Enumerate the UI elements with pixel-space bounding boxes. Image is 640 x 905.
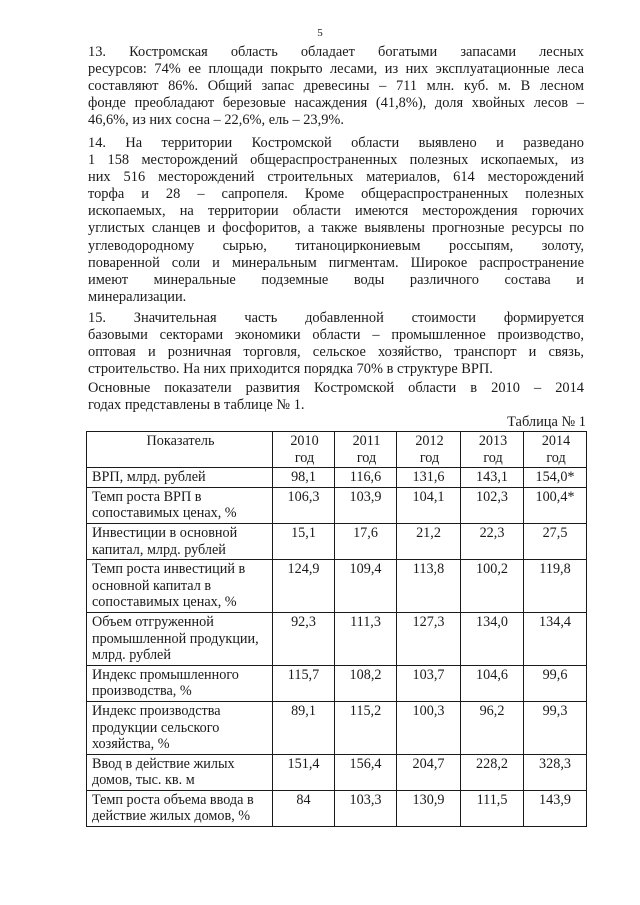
- row-label: Объем отгруженной промышленной продукции, млрд. рублей: [87, 612, 273, 665]
- table-cell: 22,3: [461, 523, 524, 559]
- table-cell: 99,6: [524, 665, 587, 701]
- header-indicator: Показатель: [87, 432, 273, 468]
- table-cell: 115,7: [273, 665, 335, 701]
- table-cell: 134,0: [461, 612, 524, 665]
- text-line: ресурсов: 74% ее площади покрыто лесами, из них эксплуатационные леса: [88, 61, 584, 78]
- row-label: Темп роста инвестиций в основной капитал в сопоставимых ценах, %: [87, 560, 273, 613]
- text-line: поваренной соли и минеральным пигментам. Широкое распространение: [88, 254, 584, 271]
- table-cell: 108,2: [335, 665, 397, 701]
- table-cell: 15,1: [273, 523, 335, 559]
- table-cell: 131,6: [397, 468, 461, 488]
- table-cell: 156,4: [335, 754, 397, 790]
- table-cell: 111,3: [335, 612, 397, 665]
- table-cell: 21,2: [397, 523, 461, 559]
- table-cell: 27,5: [524, 523, 587, 559]
- table-cell: 96,2: [461, 701, 524, 754]
- table-cell: 124,9: [273, 560, 335, 613]
- header-year: 2012 год: [397, 432, 461, 468]
- table-cell: 154,0*: [524, 468, 587, 488]
- text-line: них 516 месторождений строительных материалов, 614 месторождений: [88, 169, 584, 186]
- table-row: [87, 523, 587, 559]
- text-line: 15. Значительная часть добавленной стоимости формируется: [88, 310, 584, 326]
- table-cell: 143,1: [461, 468, 524, 488]
- table-cell: 134,4: [524, 612, 587, 665]
- text-line: минерализации.: [88, 288, 187, 305]
- text-line: годах представлены в таблице № 1.: [88, 397, 305, 414]
- text-line: 13. Костромская область обладает богатыми запасами лесных: [88, 44, 584, 60]
- paragraph-15: [88, 310, 584, 378]
- row-label: ВРП, млрд. рублей: [87, 468, 273, 488]
- text-line: фонде преобладают березовые насаждения (41,8%), доля хвойных лесов –: [88, 95, 584, 112]
- text-line: имеют минеральные подземные воды различного состава и: [88, 271, 584, 288]
- table-caption: Таблица № 1: [507, 414, 586, 430]
- table-cell: 130,9: [397, 790, 461, 826]
- table-cell: 103,9: [335, 487, 397, 523]
- row-label: Инвестиции в основной капитал, млрд. рублей: [87, 523, 273, 559]
- paragraph-13: [88, 44, 584, 129]
- table-cell: 204,7: [397, 754, 461, 790]
- table-cell: 143,9: [524, 790, 587, 826]
- row-label: Ввод в действие жилых домов, тыс. кв. м: [87, 754, 273, 790]
- row-label: Индекс производства продукции сельского хозяйства, %: [87, 701, 273, 754]
- table-header-row: [87, 432, 587, 468]
- text-line: углеводородному сырью, титаноциркониевым россыпям, золоту,: [88, 237, 584, 254]
- table-cell: 116,6: [335, 468, 397, 488]
- table-row: [87, 560, 587, 613]
- table-cell: 119,8: [524, 560, 587, 613]
- page-number: 5: [317, 27, 323, 39]
- table-cell: 99,3: [524, 701, 587, 754]
- table-cell: 328,3: [524, 754, 587, 790]
- header-year: 2014 год: [524, 432, 587, 468]
- table-row: [87, 487, 587, 523]
- row-label: Индекс промышленного производства, %: [87, 665, 273, 701]
- paragraph-table-intro: [88, 380, 584, 414]
- table-row: [87, 612, 587, 665]
- text-line: базовыми секторами экономики области – промышленное производство,: [88, 327, 584, 344]
- header-year: 2011 год: [335, 432, 397, 468]
- table-cell: 98,1: [273, 468, 335, 488]
- table-cell: 106,3: [273, 487, 335, 523]
- table-cell: 100,4*: [524, 487, 587, 523]
- table-cell: 113,8: [397, 560, 461, 613]
- text-line: углистых сланцев и фосфоритов, а также выявлены прогнозные ресурсы по: [88, 220, 584, 237]
- text-line: оптовая и розничная торговля, сельское хозяйство, транспорт и связь,: [88, 344, 584, 361]
- indicators-table: [86, 431, 587, 827]
- table-cell: 100,2: [461, 560, 524, 613]
- table-cell: 151,4: [273, 754, 335, 790]
- header-year: 2013 год: [461, 432, 524, 468]
- row-label: Темп роста объема ввода в действие жилых домов, %: [87, 790, 273, 826]
- table-cell: 89,1: [273, 701, 335, 754]
- text-line: 1 158 месторождений общераспространенных полезных ископаемых, из: [88, 152, 584, 169]
- text-line: Основные показатели развития Костромской области в 2010 – 2014: [88, 380, 584, 396]
- table-cell: 109,4: [335, 560, 397, 613]
- table-cell: 111,5: [461, 790, 524, 826]
- text-line: ископаемых, на территории области имеются месторождения горючих: [88, 203, 584, 220]
- table-cell: 104,1: [397, 487, 461, 523]
- table-cell: 84: [273, 790, 335, 826]
- text-line: торфа и 28 – сапропеля. Кроме общераспространенных полезных: [88, 186, 584, 203]
- text-line: 14. На территории Костромской области выявлено и разведано: [88, 135, 584, 151]
- text-line: строительство. На них приходится порядка 70% в структуре ВРП.: [88, 361, 493, 378]
- text-line: 46,6%, из них сосна – 22,6%, ель – 23,9%.: [88, 112, 345, 129]
- table-cell: 104,6: [461, 665, 524, 701]
- table-cell: 102,3: [461, 487, 524, 523]
- table-cell: 103,3: [335, 790, 397, 826]
- table-cell: 228,2: [461, 754, 524, 790]
- table-row: [87, 790, 587, 826]
- table-cell: 115,2: [335, 701, 397, 754]
- table-cell: 127,3: [397, 612, 461, 665]
- header-year: 2010 год: [273, 432, 335, 468]
- paragraph-14: [88, 135, 584, 306]
- text-line: составляют 86%. Общий запас древесины – 711 млн. куб. м. В лесном: [88, 78, 584, 95]
- table-row: [87, 468, 587, 488]
- table-cell: 92,3: [273, 612, 335, 665]
- table-cell: 100,3: [397, 701, 461, 754]
- table-row: [87, 701, 587, 754]
- table-cell: 17,6: [335, 523, 397, 559]
- table-cell: 103,7: [397, 665, 461, 701]
- row-label: Темп роста ВРП в сопоставимых ценах, %: [87, 487, 273, 523]
- table-row: [87, 754, 587, 790]
- table-row: [87, 665, 587, 701]
